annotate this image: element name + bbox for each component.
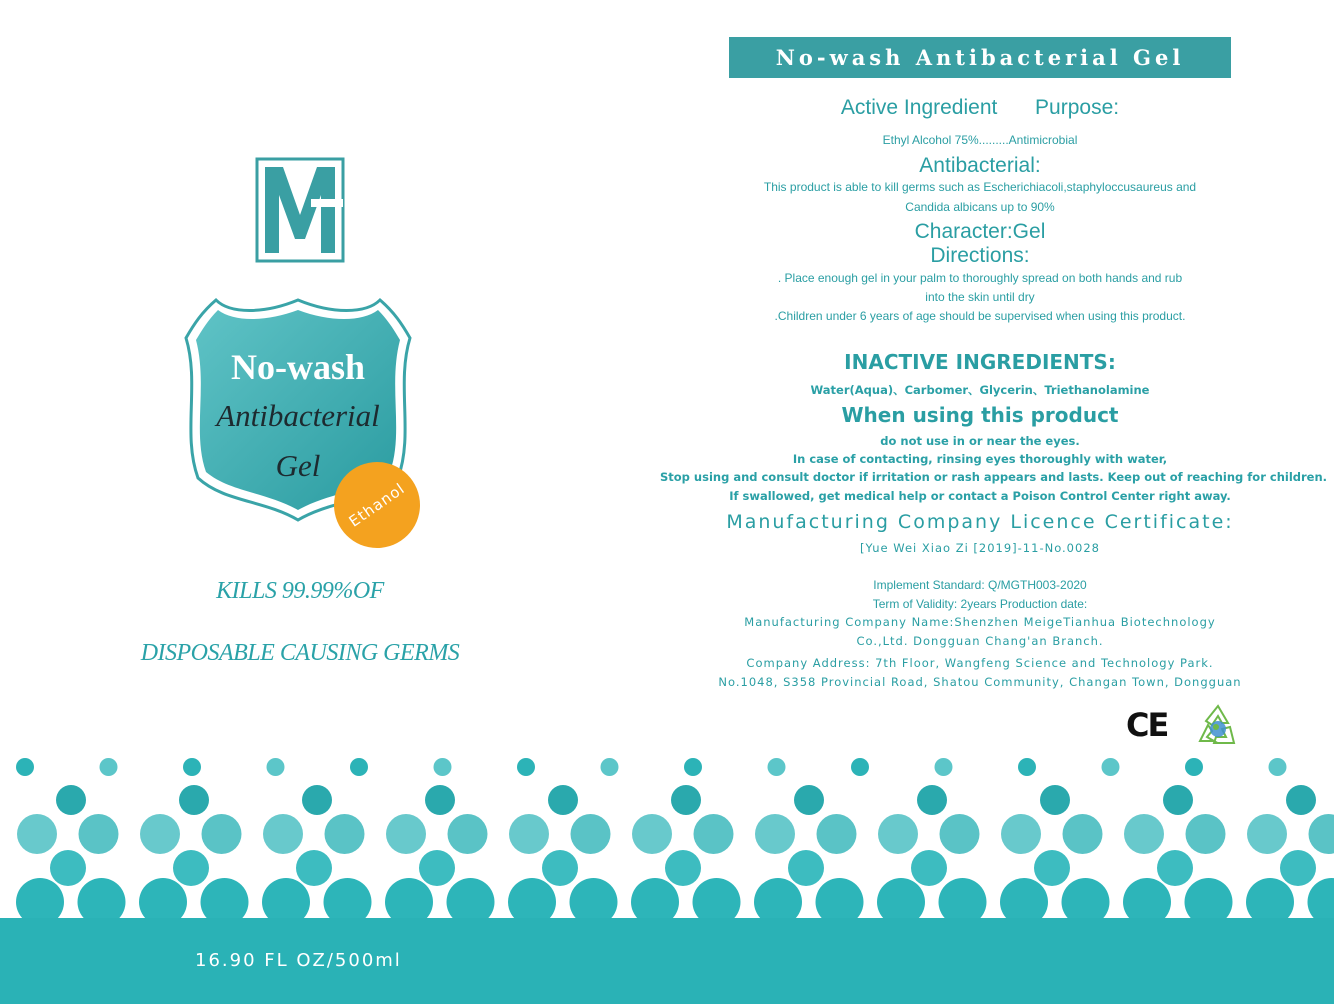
pattern-dot [940,814,980,854]
pattern-dot [1247,814,1287,854]
pattern-dot [296,850,332,886]
shield-title-line3: Gel [275,448,321,483]
pattern-dot [1163,785,1193,815]
pattern-dot [173,850,209,886]
pattern-dot [509,814,549,854]
pattern-dot [684,758,702,776]
inactive-ingredients-line: Water(Aqua)、Carbomer、Glycerin、Triethanolamine [810,383,1150,397]
implement-standard: Implement Standard: Q/MGTH003-2020 [873,578,1087,592]
pattern-dot [1309,814,1334,854]
inactive-ingredients-heading: INACTIVE INGREDIENTS: [844,350,1116,374]
shield-title-line1: No-wash [230,347,365,387]
active-purpose-heading [660,96,1300,120]
shield-title-line2: Antibacterial [216,398,380,433]
directions-line2: into the skin until dry [925,290,1035,304]
pattern-dot [16,758,34,776]
company-address-line2: No.1048, S358 Provincial Road, Shatou Community, Changan Town, Dongguan [718,675,1242,689]
company-address-line1: Company Address: 7th Floor, Wangfeng Science and Technology Park. [746,656,1214,670]
pattern-dot [140,814,180,854]
character-heading: Character:Gel [914,220,1046,243]
pattern-dot [671,785,701,815]
pattern-dot [386,814,426,854]
pattern-dot [694,814,734,854]
when-using-line3: Stop using and consult doctor if irritation or rash appears and lasts. Keep out of reaching for children. [660,470,1328,484]
pattern-dot [1001,814,1041,854]
pattern-dot [817,814,857,854]
ethanol-badge-label: Ethanol [345,479,409,531]
pattern-dot [1157,850,1193,886]
pattern-dot [1063,814,1103,854]
pattern-dot [263,814,303,854]
pattern-dot [665,850,701,886]
company-name-line2: Co.,Ltd. Dongguan Chang'an Branch. [856,634,1104,648]
pattern-dot [179,785,209,815]
pattern-dot [917,785,947,815]
pattern-dot [1040,785,1070,815]
pattern-dot [1018,758,1036,776]
pattern-dot [448,814,488,854]
pattern-dot [788,850,824,886]
active-ingredient-heading: Active Ingredient [840,96,998,119]
pattern-dot [302,785,332,815]
pattern-dot [911,850,947,886]
pattern-dot [571,814,611,854]
pattern-dot [56,785,86,815]
pattern-dot [1124,814,1164,854]
pattern-dot [935,758,953,776]
pattern-dot [794,785,824,815]
pattern-dot [878,814,918,854]
directions-heading: Directions: [930,244,1030,267]
pattern-dot [350,758,368,776]
antibacterial-heading: Antibacterial: [919,154,1041,177]
pattern-dot [632,814,672,854]
directions-line1: . Place enough gel in your palm to thoroughly spread on both hands and rub [777,271,1183,285]
when-using-heading: When using this product [841,403,1119,427]
pattern-dot [425,785,455,815]
pattern-dot [100,758,118,776]
pattern-dot [1269,758,1287,776]
pattern-dot [1185,758,1203,776]
pattern-dot [1280,850,1316,886]
company-name-line1: Manufacturing Company Name:Shenzhen MeigeTianhua Biotechnology [744,615,1216,629]
active-ingredient-line: Ethyl Alcohol 75%.........Antimicrobial [882,133,1078,147]
product-title-bar: No-wash Antibacterial Gel [729,37,1231,78]
pattern-dot [548,785,578,815]
pattern-dot [419,850,455,886]
pattern-dot [768,758,786,776]
antibacterial-line2: Candida albicans up to 90% [905,200,1055,214]
pattern-dot [1186,814,1226,854]
pattern-dot [517,758,535,776]
ethanol-badge [334,462,420,548]
pattern-dot [267,758,285,776]
purpose-heading: Purpose: [1035,96,1120,119]
pattern-dot [755,814,795,854]
pattern-dot [183,758,201,776]
pattern-dot [17,814,57,854]
antibacterial-line1: This product is able to kill germs such as Escherichiacoli,staphyloccusaureus and [763,180,1197,194]
pattern-dot [1286,785,1316,815]
licence-number: [Yue Wei Xiao Zi [2019]-11-No.0028 [860,541,1100,555]
when-using-line1: do not use in or near the eyes. [880,434,1080,448]
when-using-line4: If swallowed, get medical help or contact a Poison Control Center right away. [729,489,1231,503]
volume-label: 16.90 FL OZ/500ml [195,950,402,971]
directions-line3: .Children under 6 years of age should be supervised when using this product. [774,309,1186,323]
pattern-dot [542,850,578,886]
recycle-icon [1194,703,1242,749]
kills-claim-line1: KILLS 99.99%OF [216,578,384,604]
pattern-dot [851,758,869,776]
ce-mark: CE [1126,706,1168,744]
when-using-line2: In case of contacting, rinsing eyes thoroughly with water, [792,452,1168,466]
pattern-dot [601,758,619,776]
pattern-dot [434,758,452,776]
kills-claim-line2: DISPOSABLE CAUSING GERMS [140,640,460,666]
term-of-validity: Term of Validity: 2years Production date: [872,597,1088,611]
pattern-dot [79,814,119,854]
pattern-dot [1102,758,1120,776]
pattern-dot [202,814,242,854]
pattern-dot [325,814,365,854]
pattern-dot [1034,850,1070,886]
dot-pattern [0,745,1334,930]
brand-logo-icon [255,157,345,263]
licence-heading: Manufacturing Company Licence Certificate: [726,511,1234,533]
pattern-dot [50,850,86,886]
